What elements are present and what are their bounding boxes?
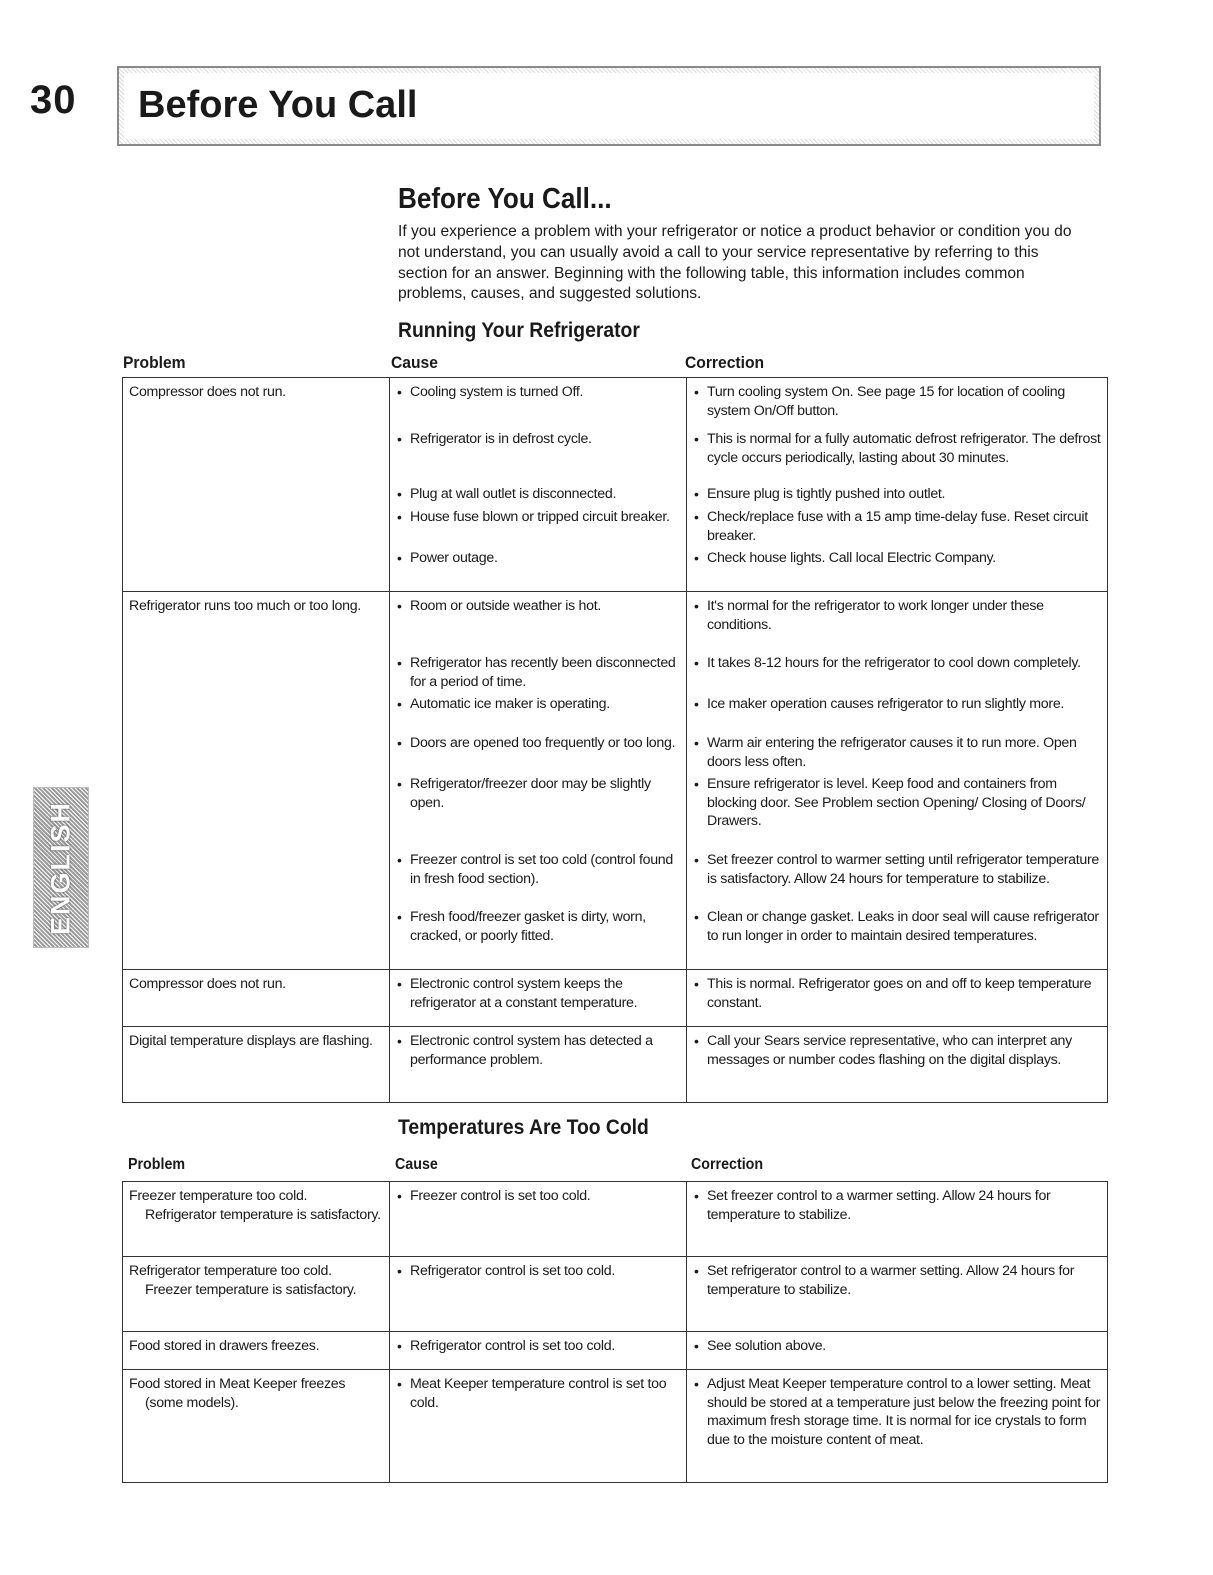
running-cause-item: • Doors are opened too frequently or too long. (396, 734, 680, 771)
running-problem-cell (123, 378, 390, 592)
cold-correction-cell (687, 1332, 1108, 1370)
running-correction-item: • Ensure refrigerator is level. Keep food and containers from blocking door. See Problem section Opening/ Closing of Doors/ Drawers. (693, 775, 1101, 831)
running-cause-item: • Power outage. (396, 549, 680, 568)
header-inner (124, 73, 1094, 139)
running-correction-item: • Turn cooling system On. See page 15 for location of cooling system On/Off button. (693, 383, 1101, 420)
cold-correction-cell (687, 1182, 1108, 1257)
running-table-row (123, 1027, 1108, 1103)
running-cause-item: • Refrigerator has recently been disconnected for a period of time. (396, 654, 680, 691)
running-cause-item: • Room or outside weather is hot. (396, 597, 680, 634)
cold-problem-text: Freezer temperature is satisfactory. (145, 1281, 357, 1298)
running-problem-text: Digital temperature displays are flashing. (129, 1033, 373, 1049)
cold-table-title: Temperatures Are Too Cold (398, 1116, 649, 1139)
cold-correction-cell (687, 1257, 1108, 1332)
cold-col-correction: Correction (691, 1156, 764, 1173)
running-problem-cell (123, 1027, 390, 1103)
cold-table-row (123, 1257, 1108, 1332)
cold-problem-cell (123, 1182, 390, 1257)
cold-cause-item: • Refrigerator control is set too cold. (396, 1262, 680, 1299)
running-correction-item: • Warm air entering the refrigerator causes it to run more. Open doors less often. (693, 734, 1101, 771)
running-col-problem: Problem (123, 353, 186, 372)
running-problem-cell (123, 592, 390, 970)
cold-table-row (123, 1332, 1108, 1370)
running-correction-item: • Ice maker operation causes refrigerator to run slightly more. (693, 695, 1101, 714)
cold-col-cause: Cause (395, 1156, 438, 1173)
running-problem-text: Refrigerator runs too much or too long. (129, 598, 361, 614)
running-table-row (123, 592, 1108, 970)
running-correction-item: • Call your Sears service representative, who can interpret any messages or number codes flashing on the digital displays. (693, 1032, 1101, 1069)
cold-correction-item: • See solution above. (693, 1337, 1101, 1356)
cold-cause-cell (390, 1370, 687, 1483)
running-correction-item: • This is normal for a fully automatic defrost refrigerator. The defrost cycle occurs periodically, lasting about 30 minutes. (693, 430, 1101, 467)
running-cause-cell (390, 378, 687, 592)
running-cause-item: • Electronic control system keeps the refrigerator at a constant temperature. (396, 975, 680, 1012)
running-cause-item: • Fresh food/freezer gasket is dirty, worn, cracked, or poorly fitted. (396, 908, 680, 945)
cold-correction-item: • Set freezer control to a warmer setting. Allow 24 hours for temperature to stabilize. (693, 1187, 1101, 1224)
running-cause-item: • House fuse blown or tripped circuit breaker. (396, 508, 680, 545)
cold-cause-cell (390, 1332, 687, 1370)
running-cause-item: • Cooling system is turned Off. (396, 383, 680, 420)
cold-col-problem: Problem (128, 1156, 186, 1173)
cold-table-row (123, 1370, 1108, 1483)
intro-paragraph: If you experience a problem with your refrigerator or notice a product behavior or condition you do not understand, you can usually avoid a call to your service representative by referring to this section for an answer. Beginning with the following table, this information includes common problems, causes, and suggested solutions. (398, 223, 1072, 303)
running-correction-cell (687, 592, 1108, 970)
running-correction-item: • It takes 8-12 hours for the refrigerator to cool down completely. (693, 654, 1101, 691)
running-cause-item: • Freezer control is set too cold (control found in fresh food section). (396, 851, 680, 888)
running-correction-cell (687, 378, 1108, 592)
running-problem-text: Compressor does not run. (129, 384, 286, 400)
running-table-title: Running Your Refrigerator (398, 319, 640, 342)
running-table-row (123, 970, 1108, 1027)
running-cause-item: • Refrigerator is in defrost cycle. (396, 430, 680, 467)
running-problem-cell (123, 970, 390, 1027)
cold-problem-cell (123, 1332, 390, 1370)
cold-correction-cell (687, 1370, 1108, 1483)
cold-problem-text: Food stored in Meat Keeper freezes (some models). (129, 1376, 346, 1411)
running-cause-cell (390, 970, 687, 1027)
cold-problem-text: Refrigerator temperature too cold. (129, 1263, 332, 1279)
cold-correction-item: • Set refrigerator control to a warmer setting. Allow 24 hours for temperature to stabilize. (693, 1262, 1101, 1299)
language-tab (33, 787, 89, 948)
cold-cause-cell (390, 1182, 687, 1257)
running-correction-cell (687, 1027, 1108, 1103)
section-heading: Before You Call... (398, 183, 612, 215)
page-number: 30 (30, 78, 77, 122)
page-title: Before You Call (138, 84, 418, 126)
running-col-correction: Correction (685, 353, 765, 372)
running-col-cause: Cause (391, 353, 438, 372)
running-cause-item: • Plug at wall outlet is disconnected. (396, 485, 680, 504)
cold-problem-text: Food stored in drawers freezes. (129, 1338, 320, 1354)
running-cause-cell (390, 1027, 687, 1103)
running-table (122, 377, 1108, 1103)
running-cause-item: • Refrigerator/freezer door may be slightly open. (396, 775, 680, 831)
cold-correction-item: • Adjust Meat Keeper temperature control to a lower setting. Meat should be stored at a temperature just below the freezing point for maximum fresh storage time. It is normal for ice crystals to form due to the moisture content of meat. (693, 1375, 1101, 1449)
cold-problem-cell (123, 1257, 390, 1332)
cold-problem-text: Freezer temperature too cold. (129, 1188, 308, 1204)
cold-problem-text: Refrigerator temperature is satisfactory. (145, 1206, 381, 1223)
header-bar (117, 66, 1101, 146)
language-tab-label: ENGLISH (45, 800, 76, 935)
running-cause-cell (390, 592, 687, 970)
running-cause-item: • Automatic ice maker is operating. (396, 695, 680, 714)
running-correction-item: • Check house lights. Call local Electric Company. (693, 549, 1101, 568)
cold-cause-item: • Meat Keeper temperature control is set too cold. (396, 1375, 680, 1449)
running-cause-item: • Electronic control system has detected a performance problem. (396, 1032, 680, 1069)
running-correction-item: • Check/replace fuse with a 15 amp time-delay fuse. Reset circuit breaker. (693, 508, 1101, 545)
running-table-row (123, 378, 1108, 592)
cold-cause-item: • Freezer control is set too cold. (396, 1187, 680, 1224)
running-correction-item: • Set freezer control to warmer setting until refrigerator temperature is satisfactory. Allow 24 hours for temperature to stabilize. (693, 851, 1101, 888)
cold-cause-cell (390, 1257, 687, 1332)
cold-cause-item: • Refrigerator control is set too cold. (396, 1337, 680, 1356)
running-correction-item: • It's normal for the refrigerator to work longer under these conditions. (693, 597, 1101, 634)
cold-table (122, 1181, 1108, 1483)
running-problem-text: Compressor does not run. (129, 976, 286, 992)
running-correction-item: • This is normal. Refrigerator goes on and off to keep temperature constant. (693, 975, 1101, 1012)
running-correction-item: • Clean or change gasket. Leaks in door seal will cause refrigerator to run longer in order to maintain desired temperatures. (693, 908, 1101, 945)
running-correction-item: • Ensure plug is tightly pushed into outlet. (693, 485, 1101, 504)
cold-table-row (123, 1182, 1108, 1257)
cold-problem-cell (123, 1370, 390, 1483)
running-correction-cell (687, 970, 1108, 1027)
